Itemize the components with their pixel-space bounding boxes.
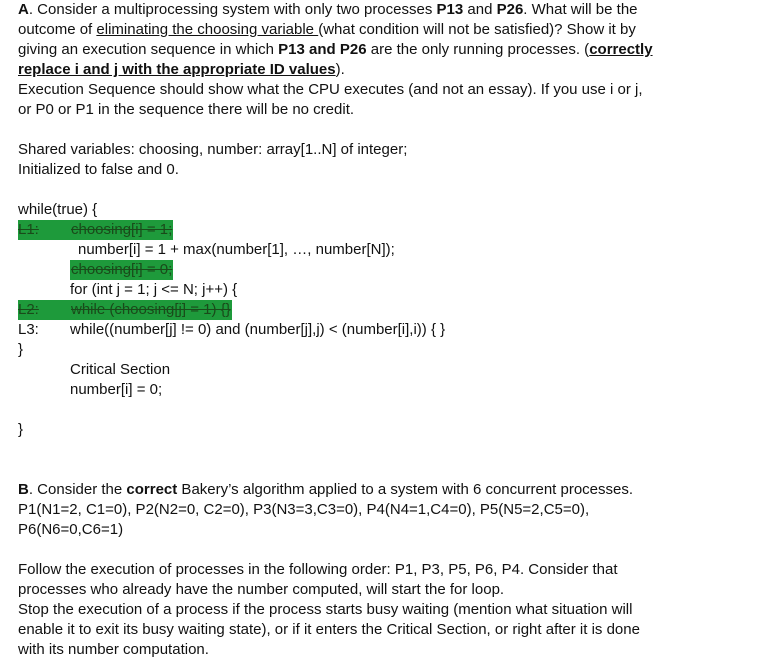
number-reset: number[i] = 0; xyxy=(70,381,163,398)
number-assignment: number[i] = 1 + max(number[1], …, number[N]); xyxy=(78,241,395,258)
section-a-line-3 xyxy=(18,40,758,60)
choosing-set-1-struck: choosing[i] = 1; xyxy=(71,221,173,238)
close-brace: } xyxy=(18,421,24,438)
bold-underlined-phrase: replace i and j with the appropriate ID values xyxy=(18,61,336,78)
text-span: . Consider the xyxy=(28,481,127,498)
code-line xyxy=(18,360,758,380)
shared-variables-line: Shared variables: choosing, number: array[1..N] of integer; xyxy=(18,141,408,158)
code-block xyxy=(18,200,758,440)
code-line xyxy=(18,320,758,340)
follow-line-5: with its number computation. xyxy=(18,641,209,658)
underlined-phrase: eliminating the choosing variable xyxy=(96,21,319,38)
code-line xyxy=(18,260,758,280)
follow-line-1: Follow the execution of processes in the following order: P1, P3, P5, P6, P4. Consider that xyxy=(18,561,618,578)
spacer xyxy=(18,440,758,480)
section-a-line-2 xyxy=(18,20,758,40)
while-true-open: while(true) { xyxy=(18,201,98,218)
document xyxy=(18,0,758,660)
code-line xyxy=(18,240,758,260)
spacer xyxy=(18,120,758,140)
code-line xyxy=(18,380,758,400)
label-l2: L2: xyxy=(18,300,70,320)
follow-line-2: processes who already have the number computed, will start the for loop. xyxy=(18,581,505,598)
text-span: (what condition will not be satisfied)? Show it by xyxy=(318,21,636,38)
section-a-line-6: or P0 or P1 in the sequence there will be no credit. xyxy=(18,101,355,118)
section-b-line-1 xyxy=(18,480,758,500)
section-a-line-5: Execution Sequence should show what the CPU executes (and not an essay). If you use i or j, xyxy=(18,81,643,98)
section-b-line-2: P1(N1=2, C1=0), P2(N2=0, C2=0), P3(N3=3,C3=0), P4(N4=1,C4=0), P5(N5=2,C5=0), xyxy=(18,501,590,518)
label-l3: L3: xyxy=(18,321,39,338)
process-p26: P26 xyxy=(496,1,524,18)
spacer xyxy=(18,540,758,560)
code-line xyxy=(18,300,758,320)
text-span: are the only running processes. ( xyxy=(366,41,590,58)
section-a-line-1 xyxy=(18,0,758,20)
text-span: ). xyxy=(335,61,345,78)
text-span: . Consider a multiprocessing system with only two processes xyxy=(28,1,437,18)
code-line xyxy=(18,200,758,220)
close-brace: } xyxy=(18,341,24,358)
section-b-letter: B xyxy=(18,481,29,498)
bold-phrase: P13 and P26 xyxy=(278,41,367,58)
bold-underlined-phrase: correctly xyxy=(589,41,653,58)
while-number-compare: while((number[j] != 0) and (number[j],j) < (number[i],i)) { } xyxy=(70,321,446,338)
label-l1: L1: xyxy=(18,220,70,240)
section-b-line-3: P6(N6=0,C6=1) xyxy=(18,521,124,538)
code-line xyxy=(18,420,758,440)
process-p13: P13 xyxy=(436,1,464,18)
choosing-set-0-struck: choosing[i] = 0; xyxy=(71,261,173,278)
code-line xyxy=(18,280,758,300)
section-a-letter: A xyxy=(18,1,29,18)
section-a-line-4 xyxy=(18,60,758,80)
follow-line-4: enable it to exit its busy waiting state), or if it enters the Critical Section, or right after it is done xyxy=(18,621,640,638)
text-span: and xyxy=(463,1,497,18)
spacer xyxy=(18,400,758,420)
while-choosing-struck: while (choosing[j] = 1) {} xyxy=(71,301,231,318)
text-span: giving an execution sequence in which xyxy=(18,41,279,58)
code-line xyxy=(18,340,758,360)
code-line xyxy=(18,220,758,240)
for-loop-line: for (int j = 1; j <= N; j++) { xyxy=(70,281,238,298)
bold-word-correct: correct xyxy=(126,481,178,498)
text-span: . What will be the xyxy=(523,1,638,18)
critical-section: Critical Section xyxy=(70,361,171,378)
text-span: outcome of xyxy=(18,21,97,38)
follow-line-3: Stop the execution of a process if the process starts busy waiting (mention what situation will xyxy=(18,601,633,618)
initialized-line: Initialized to false and 0. xyxy=(18,161,179,178)
text-span: Bakery’s algorithm applied to a system with 6 concurrent processes. xyxy=(177,481,634,498)
spacer xyxy=(18,180,758,200)
